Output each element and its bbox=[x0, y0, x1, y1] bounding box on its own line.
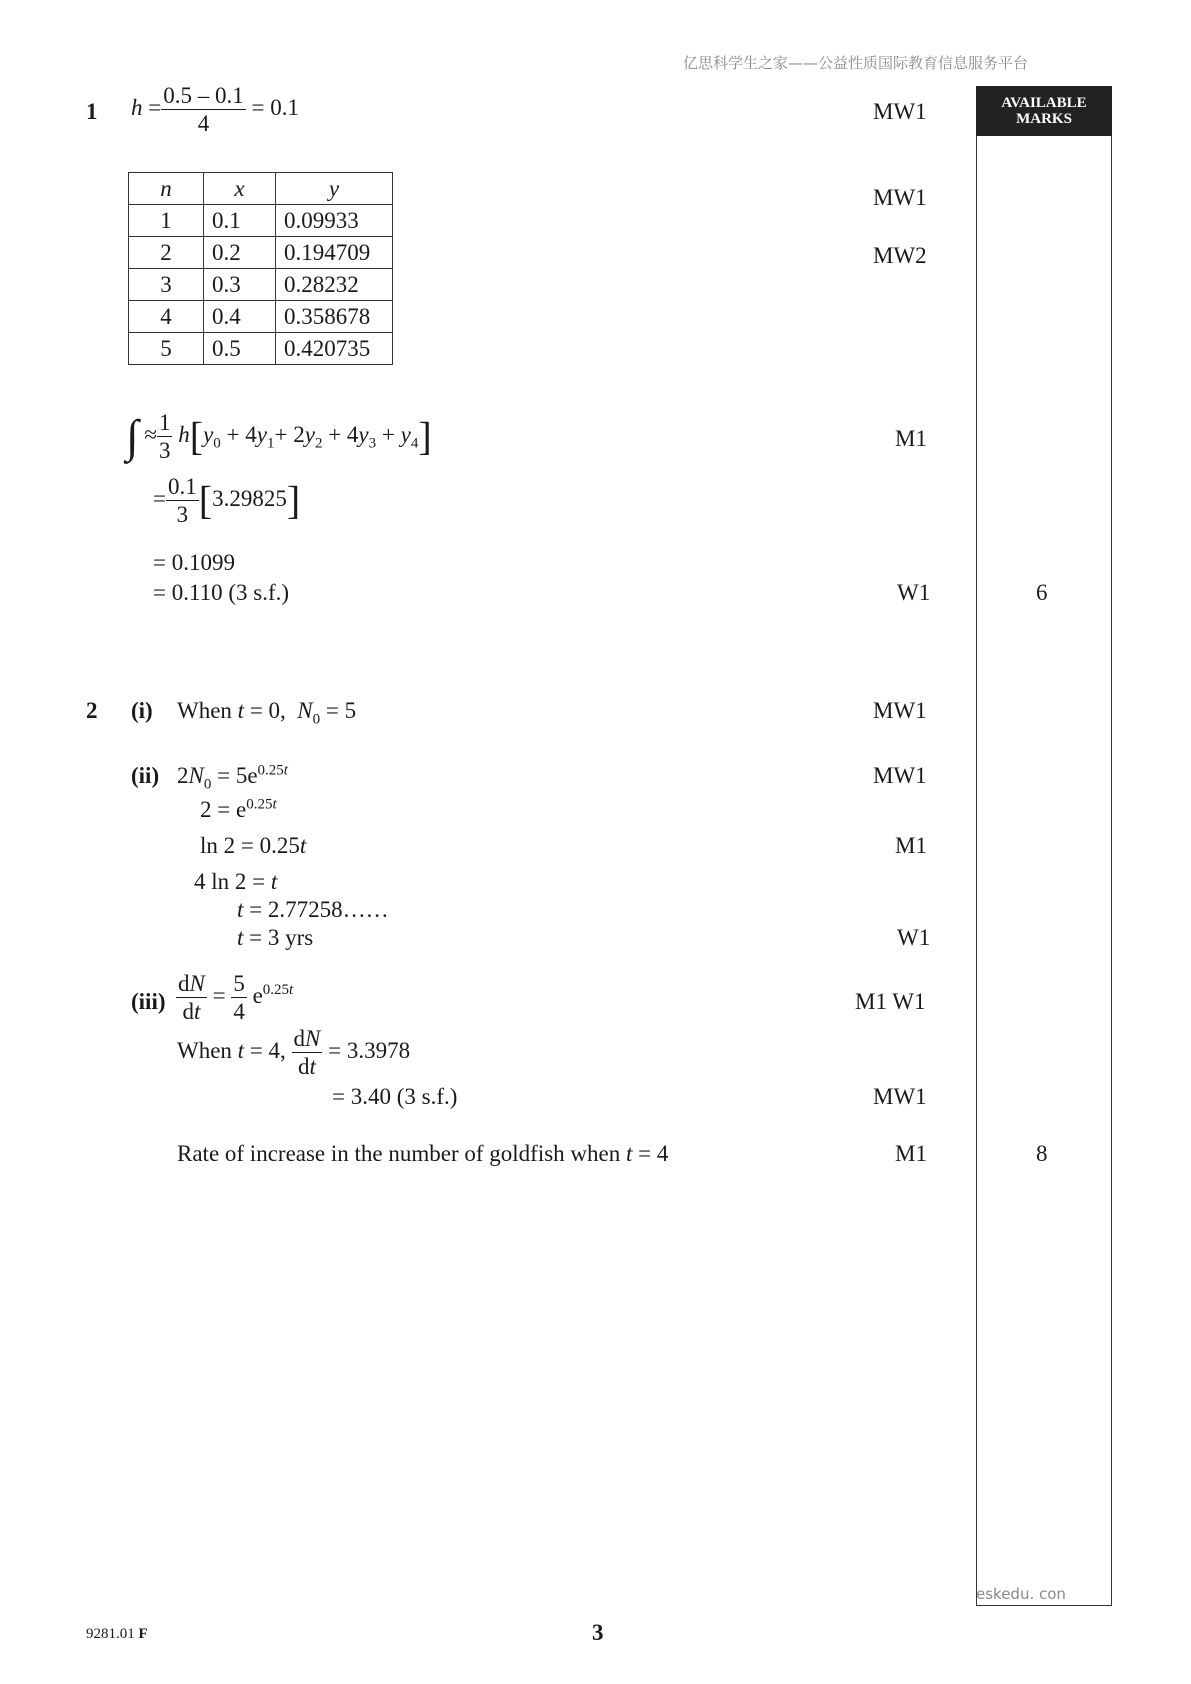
cell-n: 1 bbox=[129, 205, 204, 237]
mark-q2-iii-1: M1 W1 bbox=[855, 989, 926, 1014]
fraction-numerator: 0.1 bbox=[167, 474, 197, 499]
equation-rhs: = 5e bbox=[211, 763, 258, 788]
mark-q2-iii-2: MW1 bbox=[873, 1084, 927, 1109]
part-ii-label: (ii) bbox=[131, 763, 160, 788]
dn-dt-fraction bbox=[176, 972, 207, 1023]
n-var: N bbox=[305, 1026, 321, 1051]
sum-value: 3.29825 bbox=[212, 485, 287, 511]
available-marks-column bbox=[976, 86, 1112, 1606]
one-third-fraction bbox=[157, 411, 173, 462]
mark-q2-iii-3: M1 bbox=[895, 1141, 927, 1166]
plus-four: + 4 bbox=[220, 421, 257, 447]
dn-dt-fraction bbox=[292, 1027, 323, 1078]
when-text: When bbox=[177, 698, 232, 723]
two-equals-e: 2 = e bbox=[200, 797, 247, 822]
paper-code-suffix: F bbox=[138, 1626, 148, 1642]
t-var: t bbox=[309, 1054, 316, 1079]
available-marks-heading bbox=[976, 86, 1112, 136]
d: d bbox=[293, 1026, 306, 1051]
open-bracket: [ bbox=[189, 413, 204, 459]
total-q2: 8 bbox=[1036, 1141, 1048, 1166]
subscript: 3 bbox=[368, 435, 377, 452]
cell-x: 0.1 bbox=[204, 205, 276, 237]
exponent: 0.25 bbox=[262, 982, 290, 999]
d: d bbox=[298, 1054, 310, 1079]
subscript: 4 bbox=[410, 435, 419, 452]
plus-four: + 4 bbox=[322, 421, 359, 447]
mark-q2-i: MW1 bbox=[873, 698, 927, 723]
plus-two: + 2 bbox=[274, 421, 305, 447]
fraction-denominator: 3 bbox=[158, 438, 171, 463]
equals-zero: = 0, bbox=[244, 698, 286, 723]
table-row bbox=[129, 205, 393, 237]
cell-n: 3 bbox=[129, 269, 204, 301]
heading-line1: AVAILABLE bbox=[1001, 95, 1087, 111]
exponent-t: t bbox=[283, 762, 288, 779]
page-number: 3 bbox=[592, 1620, 604, 1645]
d: d bbox=[182, 999, 194, 1024]
t-value-rounded: = 3 yrs bbox=[243, 925, 314, 950]
header-x: x bbox=[204, 173, 276, 205]
h-result: = 0.1 bbox=[251, 94, 299, 120]
derivative-value: = 3.3978 bbox=[328, 1037, 411, 1063]
simpson-step4: = 0.110 (3 s.f.) bbox=[153, 580, 290, 605]
h-equals: = bbox=[148, 94, 162, 120]
mark-q1-table-1: MW1 bbox=[873, 185, 927, 210]
equals-four: = 4, bbox=[244, 1037, 292, 1063]
cell-y: 0.420735 bbox=[276, 333, 393, 365]
values-table bbox=[128, 172, 393, 365]
close-bracket: ] bbox=[286, 477, 301, 523]
cell-n: 5 bbox=[129, 333, 204, 365]
header-n: n bbox=[129, 173, 204, 205]
rate-text: Rate of increase in the number of goldfish when bbox=[177, 1141, 627, 1166]
fraction-denominator: 3 bbox=[176, 502, 189, 527]
d: d bbox=[178, 971, 190, 996]
cell-n: 4 bbox=[129, 301, 204, 333]
t-var: t bbox=[237, 897, 244, 922]
subscript: 0 bbox=[203, 776, 212, 793]
y-term: y bbox=[400, 421, 411, 447]
part-ii-line5 bbox=[237, 898, 389, 921]
t-var: t bbox=[299, 833, 307, 858]
mark-q1-table-2: MW2 bbox=[873, 243, 927, 268]
n-var: N bbox=[297, 698, 313, 723]
header-watermark: 亿思科学生之家——公益性质国际教育信息服务平台 bbox=[683, 54, 1029, 72]
part-ii-line2 bbox=[200, 798, 277, 821]
cell-n: 2 bbox=[129, 237, 204, 269]
cell-y: 0.194709 bbox=[276, 237, 393, 269]
table-row bbox=[129, 237, 393, 269]
five-quarters bbox=[231, 972, 247, 1023]
simpson-step2 bbox=[153, 475, 300, 526]
t-var: t bbox=[270, 869, 278, 894]
n-var: N bbox=[188, 763, 204, 788]
question-number-1: 1 bbox=[86, 99, 98, 124]
exponent-t: t bbox=[289, 982, 294, 999]
mark-q1-simpson: M1 bbox=[895, 426, 927, 451]
table-row bbox=[129, 301, 393, 333]
part-ii-line4 bbox=[194, 870, 277, 893]
part-ii-line1 bbox=[177, 762, 288, 793]
four-ln-two: 4 ln 2 = bbox=[194, 869, 271, 894]
heading-line2: MARKS bbox=[1016, 111, 1072, 127]
mark-q2-ii-1: MW1 bbox=[873, 763, 927, 788]
t-value-exact: = 2.77258…… bbox=[243, 897, 389, 922]
table-row bbox=[129, 333, 393, 365]
two: 2 bbox=[177, 763, 189, 788]
fraction-numerator: 5 bbox=[233, 971, 245, 996]
equals-five: = 5 bbox=[320, 698, 357, 723]
step2-fraction bbox=[166, 475, 199, 526]
t-var: t bbox=[237, 1037, 245, 1063]
subscript: 0 bbox=[312, 711, 321, 728]
h-fraction bbox=[161, 84, 246, 135]
approx-sign: ≈ bbox=[144, 421, 157, 447]
mark-q1-final: W1 bbox=[897, 580, 931, 605]
cell-y: 0.28232 bbox=[276, 269, 393, 301]
t-var: t bbox=[626, 1141, 633, 1166]
y-term: y bbox=[256, 421, 267, 447]
t-var: t bbox=[237, 925, 244, 950]
simpson-formula bbox=[126, 411, 432, 462]
cell-y: 0.358678 bbox=[276, 301, 393, 333]
part-ii-line6 bbox=[237, 926, 313, 949]
header-y: y bbox=[276, 173, 393, 205]
ln-equation: ln 2 = 0.25 bbox=[200, 833, 300, 858]
plus: + bbox=[376, 421, 401, 447]
subscript: 2 bbox=[314, 435, 323, 452]
h-numerator: 0.5 – 0.1 bbox=[163, 83, 244, 108]
exponent: 0.25 bbox=[246, 796, 273, 813]
exponent-t: t bbox=[272, 796, 277, 813]
h-denominator: 4 bbox=[197, 111, 210, 136]
table-row bbox=[129, 269, 393, 301]
cell-x: 0.2 bbox=[204, 237, 276, 269]
integral-sign: ∫ bbox=[126, 410, 139, 462]
simpson-h: h bbox=[178, 421, 190, 447]
subscript: 1 bbox=[266, 435, 275, 452]
fraction-denominator: 4 bbox=[233, 999, 245, 1024]
cell-x: 0.3 bbox=[204, 269, 276, 301]
part-iii-label: (iii) bbox=[131, 989, 166, 1014]
part-iii-rounded: = 3.40 (3 s.f.) bbox=[332, 1084, 458, 1109]
when-text: When bbox=[177, 1037, 238, 1063]
t-var: t bbox=[193, 999, 201, 1024]
table-header-row bbox=[129, 173, 393, 205]
part-iii-interpretation bbox=[177, 1142, 668, 1165]
paper-code-number: 9281.01 bbox=[86, 1626, 135, 1642]
footer-watermark: eskedu. con bbox=[976, 1585, 1066, 1603]
exponent: 0.25 bbox=[257, 762, 284, 779]
mark-q2-ii-2: M1 bbox=[895, 833, 927, 858]
cell-x: 0.4 bbox=[204, 301, 276, 333]
fraction-numerator: 1 bbox=[158, 410, 171, 435]
equals: = bbox=[153, 485, 166, 511]
rate-end: = 4 bbox=[632, 1141, 669, 1166]
y-term: y bbox=[358, 421, 369, 447]
open-bracket: [ bbox=[198, 477, 213, 523]
close-bracket: ] bbox=[418, 413, 432, 459]
simpson-step3: = 0.1099 bbox=[153, 550, 235, 575]
cell-y: 0.09933 bbox=[276, 205, 393, 237]
subscript: 0 bbox=[213, 435, 221, 452]
question-number-2: 2 bbox=[86, 698, 98, 723]
paper-code bbox=[86, 1627, 148, 1642]
part-i-statement bbox=[177, 698, 357, 728]
e-base: e bbox=[252, 982, 263, 1008]
mark-q1-h: MW1 bbox=[873, 99, 927, 124]
n-var: N bbox=[189, 971, 205, 996]
y-term: y bbox=[304, 421, 315, 447]
t-var: t bbox=[237, 698, 245, 723]
equals: = bbox=[212, 982, 226, 1008]
mark-q2-ii-3: W1 bbox=[897, 925, 931, 950]
h-equation bbox=[131, 84, 299, 135]
part-iii-when bbox=[177, 1027, 410, 1078]
cell-x: 0.5 bbox=[204, 333, 276, 365]
part-iii-derivative bbox=[176, 972, 293, 1023]
y-term: y bbox=[203, 421, 214, 447]
total-q1: 6 bbox=[1036, 580, 1048, 605]
h-variable: h bbox=[131, 94, 143, 120]
part-i-label: (i) bbox=[131, 698, 153, 723]
part-ii-line3 bbox=[200, 834, 306, 857]
